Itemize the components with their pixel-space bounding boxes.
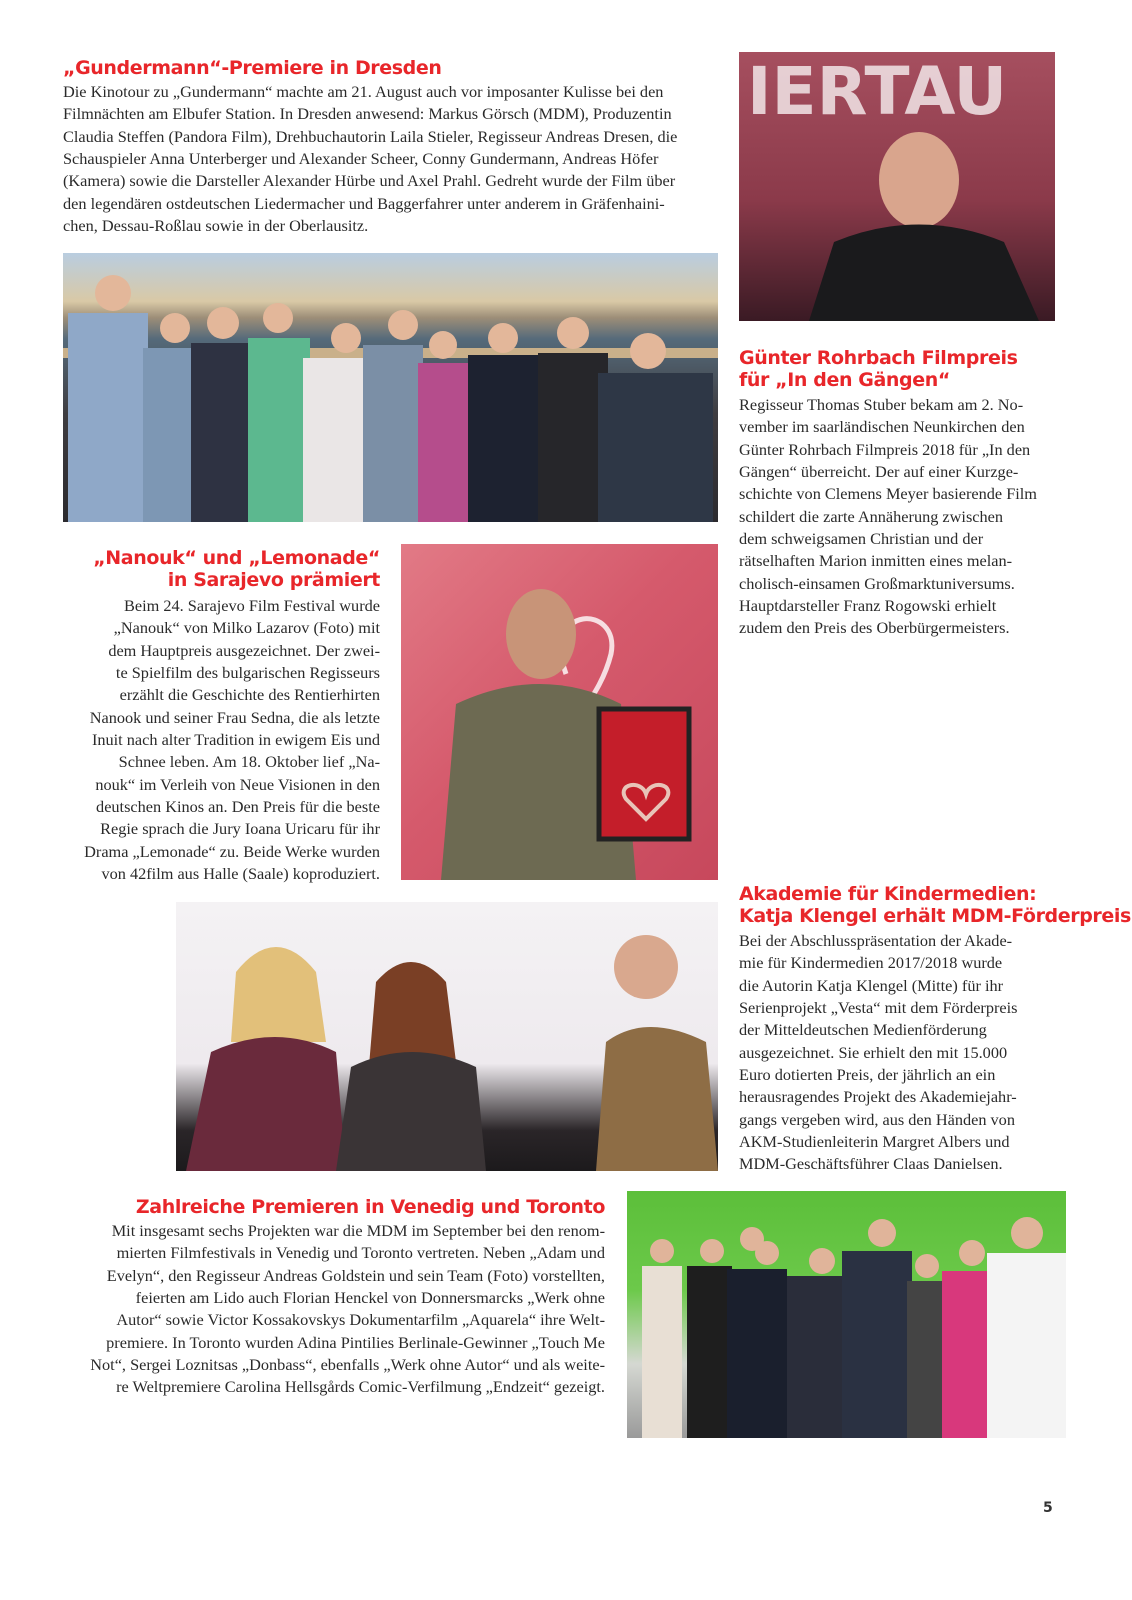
body-nanouk	[40, 595, 380, 885]
body-venedig	[40, 1220, 605, 1399]
text-line: Günter Rohrbach Filmpreis 2018 für „In den	[739, 439, 1031, 459]
text-line: erzählt die Geschichte des Rentierhirten	[119, 685, 380, 705]
heading-rohrbach	[739, 347, 1018, 391]
text-line: der Mitteldeutschen Medienförderung	[739, 1020, 987, 1040]
text-line: AKM-Studienleiterin Margret Albers und	[739, 1132, 1010, 1152]
text-line: te Spielfilm des bulgarischen Regisseurs	[115, 663, 380, 683]
text-line: dem Hauptpreis ausgezeichnet. Der zwei-	[108, 640, 380, 660]
text-line: MDM-Geschäftsführer Claas Danielsen.	[739, 1154, 1003, 1174]
text-line: cholisch-einsamen Großmarktuniversums.	[739, 573, 1015, 593]
text-line: Mit insgesamt sechs Projekten war die MDM im September bei den renom-	[111, 1221, 605, 1240]
photo-milko-lazarov	[401, 544, 718, 880]
text-line: Euro dotierten Preis, der jährlich an ein	[739, 1065, 996, 1085]
photo-katja-klengel	[176, 902, 718, 1171]
text-line: ausgezeichnet. Sie erhielt den mit 15.000	[739, 1042, 1008, 1062]
page-number: 5	[1043, 1500, 1053, 1516]
heading-gundermann	[63, 57, 442, 79]
text-line: Gängen“ überreicht. Der auf einer Kurzge-	[739, 462, 1019, 482]
text-line: vember im saarländischen Neunkirchen den	[739, 417, 1025, 437]
text-line: dem schweigsamen Christian und der	[739, 529, 984, 549]
text-line: schichte von Clemens Meyer basierende Film	[739, 484, 1037, 504]
text-line: Drama „Lemonade“ zu. Beide Werke wurden	[84, 841, 380, 861]
text-line: premiere. In Toronto wurden Adina Pintilies Berlinale-Gewinner „Touch Me	[106, 1332, 605, 1352]
heading-akademie	[739, 883, 1131, 927]
text-line: Autor“ sowie Victor Kossakovskys Dokumentarfilm „Aquarela“ ihre Welt-	[116, 1310, 605, 1330]
text-line: Regie sprach die Jury Ioana Uricaru für ihr	[100, 819, 380, 839]
photo-dresden-group	[63, 253, 718, 522]
body-akademie	[739, 930, 1069, 1176]
speaker-illustration	[739, 52, 1055, 321]
text-line: Schnee leben. Am 18. Oktober lief „Na-	[118, 752, 380, 772]
text-line: Not“, Sergei Loznitsas „Donbass“, ebenfalls „Werk ohne Autor“ und als weite-	[90, 1355, 605, 1375]
text-line: Filmnächten am Elbufer Station. In Dresden anwesend: Markus Görsch (MDM), Produzentin	[63, 104, 672, 124]
heading-line: „Gundermann“-Premiere in Dresden	[63, 57, 442, 79]
text-line: Inuit nach alter Tradition in ewigem Eis und	[91, 730, 380, 750]
text-line: mie für Kindermedien 2017/2018 wurde	[739, 953, 1003, 973]
heading-line: für „In den Gängen“	[739, 369, 950, 391]
text-line: rätselhaften Marion inmitten eines melan-	[739, 551, 1013, 571]
body-gundermann	[63, 81, 719, 237]
heading-line: Zahlreiche Premieren in Venedig und Toronto	[135, 1196, 605, 1218]
text-line: Claudia Steffen (Pandora Film), Drehbuchautorin Laila Stieler, Regisseur Andreas Dresen, die	[63, 126, 678, 146]
text-line: Bei der Abschlusspräsentation der Akade-	[739, 931, 1013, 950]
heading-line: in Sarajevo prämiert	[167, 569, 380, 591]
text-line: re Weltpremiere Carolina Hellsgårds Comic-Verfilmung „Endzeit“ gezeigt.	[116, 1377, 605, 1397]
photo-thomas-stuber	[739, 52, 1055, 321]
photo-venice-team	[627, 1191, 1066, 1438]
text-line: den legendären ostdeutschen Liedermacher und Baggerfahrer unter anderem in Gräfenhaini-	[63, 193, 665, 213]
text-line: deutschen Kinos an. Den Preis für die beste	[96, 797, 380, 817]
heading-venedig	[60, 1196, 605, 1218]
text-line: gangs vergeben wird, aus den Händen von	[739, 1109, 1015, 1129]
text-line: „Nanouk“ von Milko Lazarov (Foto) mit	[113, 618, 380, 638]
heading-line: Günter Rohrbach Filmpreis	[739, 347, 1018, 369]
heading-line: „Nanouk“ und „Lemonade“	[93, 547, 380, 569]
award-illustration	[401, 544, 718, 880]
text-line: Die Kinotour zu „Gundermann“ machte am 21. August auch vor imposanter Kulisse bei den	[63, 82, 664, 101]
text-line: zudem den Preis des Oberbürgermeisters.	[739, 618, 1010, 638]
text-line: Nanook und seiner Frau Sedna, die als letzte	[89, 707, 380, 727]
heading-nanouk	[60, 547, 380, 591]
people-illustration	[176, 902, 718, 1171]
text-line: Serienprojekt „Vesta“ mit dem Förderpreis	[739, 998, 1018, 1018]
text-line: herausragendes Projekt des Akademiejahr-	[739, 1087, 1017, 1107]
people-illustration	[627, 1191, 1066, 1438]
text-line: schildert die zarte Annäherung zwischen	[739, 506, 1004, 526]
text-line: chen, Dessau-Roßlau sowie in der Oberlausitz.	[63, 216, 369, 236]
heading-line: Katja Klengel erhält MDM-Förderpreis	[739, 905, 1131, 927]
body-rohrbach	[739, 394, 1069, 640]
text-line: Evelyn“, den Regisseur Andreas Goldstein und sein Team (Foto) vorstellten,	[106, 1265, 605, 1285]
text-line: Regisseur Thomas Stuber bekam am 2. No-	[739, 395, 1024, 414]
text-line: Beim 24. Sarajevo Film Festival wurde	[124, 596, 380, 615]
text-line: von 42film aus Halle (Saale) koproduziert.	[101, 864, 380, 884]
text-line: feierten am Lido auch Florian Henckel von Donnersmarcks „Werk ohne	[135, 1288, 605, 1308]
svg-text:IERTAU: IERTAU	[747, 53, 1008, 130]
text-line: die Autorin Katja Klengel (Mitte) für ihr	[739, 975, 1004, 995]
text-line: Schauspieler Anna Unterberger und Alexander Scheer, Conny Gundermann, Andreas Höfer	[63, 149, 659, 169]
text-line: Hauptdarsteller Franz Rogowski erhielt	[739, 596, 997, 616]
text-line: (Kamera) sowie die Darsteller Alexander Hürbe und Axel Prahl. Gedreht wurde der Film über	[63, 171, 676, 191]
text-line: mierten Filmfestivals in Venedig und Toronto vertreten. Neben „Adam und	[116, 1243, 605, 1263]
heading-line: Akademie für Kindermedien:	[739, 883, 1037, 905]
people-illustration	[63, 253, 718, 522]
text-line: nouk“ im Verleih von Neue Visionen in den	[95, 774, 380, 794]
